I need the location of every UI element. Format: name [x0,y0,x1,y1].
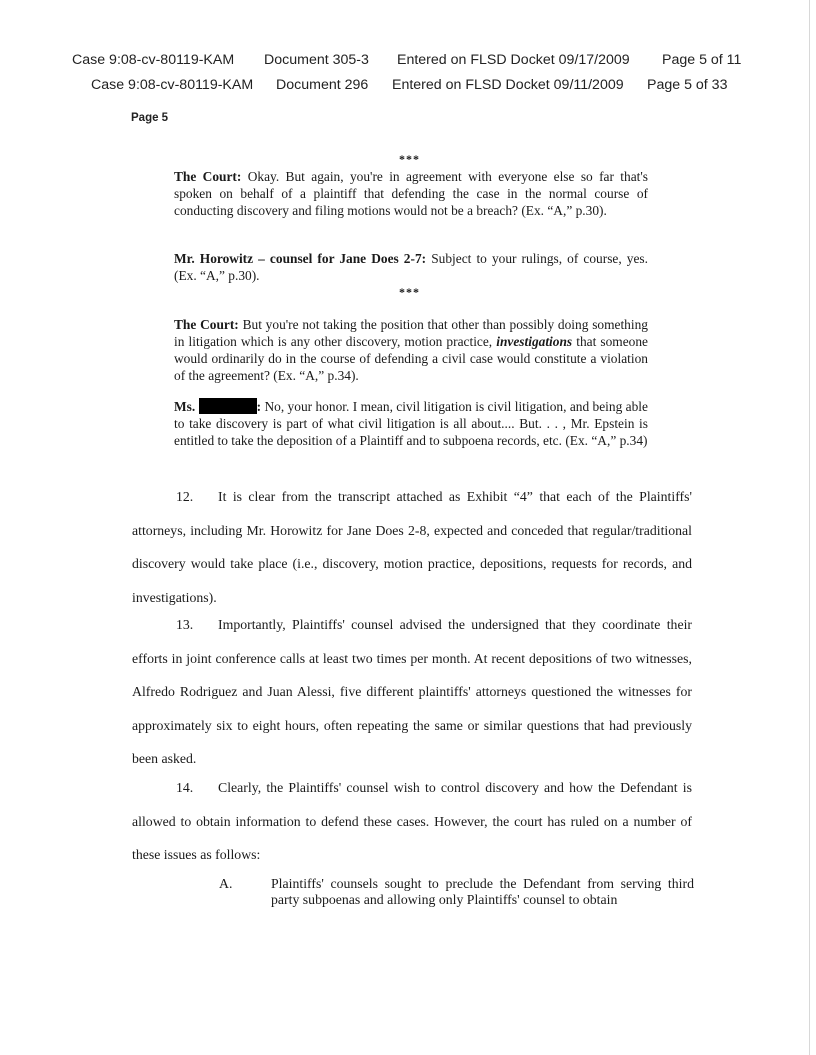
page-label: Page 5 [131,112,169,124]
document-number: Document 296 [276,77,369,93]
emphasis-text: investigations [496,334,573,349]
speaker-name: Mr. Horowitz – counsel for Jane Does 2-7: [174,251,427,266]
quote-horowitz [174,250,648,284]
page-count: Page 5 of 11 [662,52,742,68]
list-item-letter: A. [219,876,233,891]
separator-stars: *** [399,152,420,166]
quote-court-1 [174,168,648,219]
quote-text: But you're not taking the position that other than possibly doing something in litigation which is any other discovery, motion practice, [174,317,648,349]
case-number: Case 9:08-cv-80119-KAM [91,77,254,93]
document-number: Document 305-3 [264,52,369,68]
paragraph-text: It is clear from the transcript attached as Exhibit “4” that each of the Plaintiffs' attorneys, including Mr. Horowitz for Jane Does 2-8, expected and conceded that regular/traditional discovery would take place (i.e., discovery, motion practice, depositions, requests for records, and investigations). [132,489,692,605]
paragraph-13 [132,608,692,776]
quote-text: Subject to your rulings, of course, yes. (Ex. “A,” p.30). [174,251,648,283]
quote-redacted-counsel [174,398,648,449]
paragraph-12 [132,480,692,614]
quote-text: No, your honor. I mean, civil litigation is civil litigation, and being able to take discovery is part of what civil litigation is all about.... But. . . , Mr. Epstein is entitled to take the deposition of a Plaintiff and to subpoena records, etc. (Ex. “A,” p.34) [174,399,648,448]
separator-stars: *** [399,285,420,299]
quote-text: Okay. But again, you're in agreement with everyone else so far that's spoken on behalf of a plaintiff that defending the case in the normal course of conducting discovery and filing motions would not be a breach? (Ex. “A,” p.30). [174,169,648,218]
speaker-colon: : [256,399,262,414]
paragraph-number: 13. [176,617,194,632]
paragraph-text: Clearly, the Plaintiffs' counsel wish to control discovery and how the Defendant is allowed to obtain information to defend these cases. However, the court has ruled on a number of these issues as follows: [132,780,692,862]
docket-entry: Entered on FLSD Docket 09/17/2009 [397,52,630,68]
docket-entry: Entered on FLSD Docket 09/11/2009 [392,77,624,93]
list-item-text: Plaintiffs' counsels sought to preclude the Defendant from serving third party subpoenas and allowing only Plaintiffs' counsel to obtain [271,876,694,907]
speaker-name: The Court: [174,169,242,184]
speaker-name: The Court: [174,317,239,332]
speaker-name: Ms. [174,399,196,414]
redaction-block [199,398,257,414]
paragraph-14 [132,771,692,872]
scan-edge-line [809,0,810,1055]
quote-court-2 [174,316,648,384]
paragraph-number: 12. [176,489,194,504]
case-number: Case 9:08-cv-80119-KAM [72,52,235,68]
page-count: Page 5 of 33 [647,77,728,93]
paragraph-text: Importantly, Plaintiffs' counsel advised the undersigned that they coordinate their efforts in joint conference calls at least two times per month. At recent depositions of two witnesses, Alfredo Rodriguez and Juan Alessi, five different plaintiffs' attorneys questioned the witnesses for approximately six to eight hours, often repeating the same or similar questions that had previously been asked. [132,617,692,766]
quote-text: that someone would ordinarily do in the course of defending a civil case would constitute a violation of the agreement? (Ex. “A,” p.34). [174,334,648,383]
paragraph-number: 14. [176,780,194,795]
